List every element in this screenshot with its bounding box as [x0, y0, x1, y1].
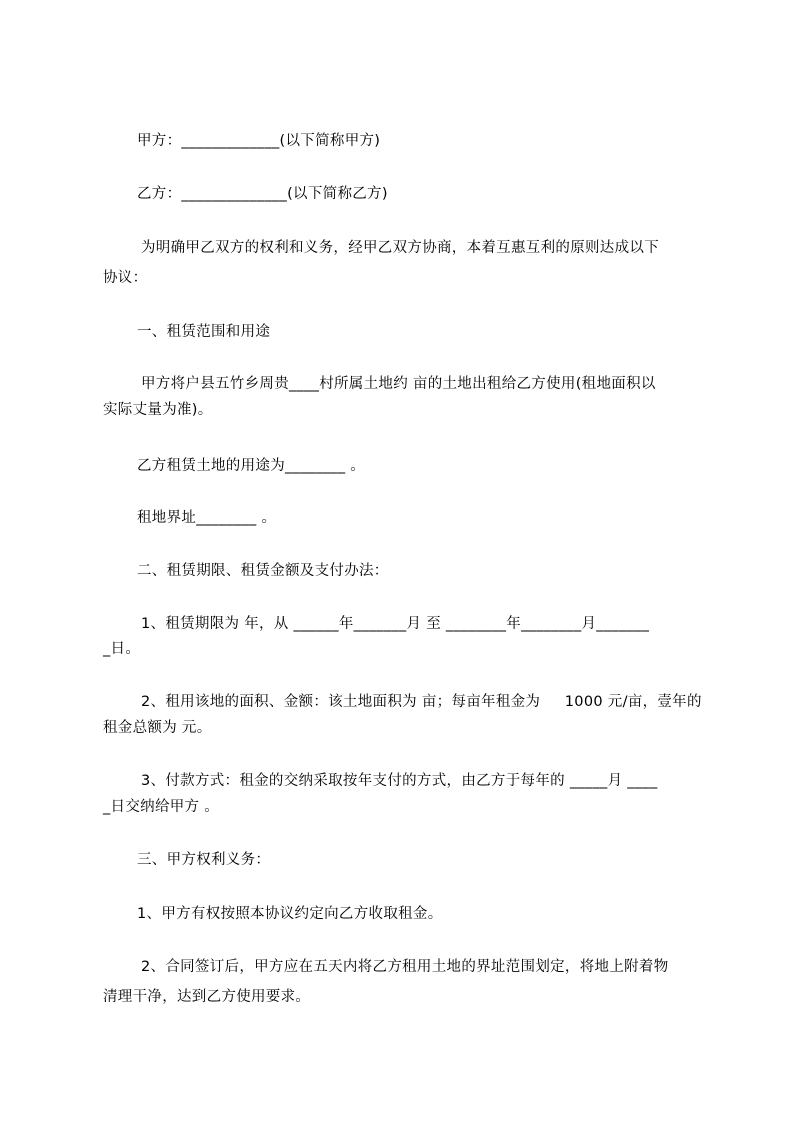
party-a-duty-line-2: 清理干净，达到乙方使用要求。 — [103, 989, 311, 1005]
party-a-duty-line-1: 2、合同签订后，甲方应在五天内将乙方租用土地的界址范围划定，将地上附着物 — [141, 959, 669, 975]
land-use-line: 乙方租赁土地的用途为________ 。 — [137, 458, 366, 474]
lease-amount-line-2: 租金总额为 元。 — [103, 720, 212, 736]
payment-method-line-2: _日交纳给甲方 。 — [103, 799, 220, 815]
section-heading-3: 三、甲方权利义务： — [137, 852, 271, 868]
intro-paragraph-line-1: 为明确甲乙双方的权利和义务，经甲乙双方协商，本着互惠互利的原则达成以下 — [141, 240, 659, 256]
section-heading-2: 二、租赁期限、租赁金额及支付办法： — [137, 563, 389, 579]
section1-paragraph-line-1: 甲方将户县五竹乡周贵____村所属土地约 亩的土地出租给乙方使用(租地面积以 — [141, 376, 656, 392]
party-a-line: 甲方：_____________(以下简称甲方) — [137, 133, 381, 149]
party-b-line: 乙方：______________(以下简称乙方) — [137, 186, 388, 202]
section1-paragraph-line-2: 实际丈量为准)。 — [103, 402, 213, 418]
intro-paragraph-line-2: 协议： — [103, 270, 148, 286]
lease-amount-line-1: 2、租用该地的面积、金额：该土地面积为 亩；每亩年租金为 1000 元/亩，壹年的 — [141, 694, 702, 710]
section-heading-1: 一、租赁范围和用途 — [137, 324, 271, 340]
payment-method-line-1: 3、付款方式：租金的交纳采取按年支付的方式，由乙方于每年的 _____月 ____ — [141, 773, 658, 789]
lease-term-line-1: 1、租赁期限为 年，从 ______年_______月 至 ________年________月_______ — [141, 616, 650, 632]
party-a-right-1: 1、甲方有权按照本协议约定向乙方收取租金。 — [137, 906, 443, 922]
land-boundary-line: 租地界址________ 。 — [137, 510, 277, 526]
lease-term-line-2: _日。 — [103, 641, 141, 657]
